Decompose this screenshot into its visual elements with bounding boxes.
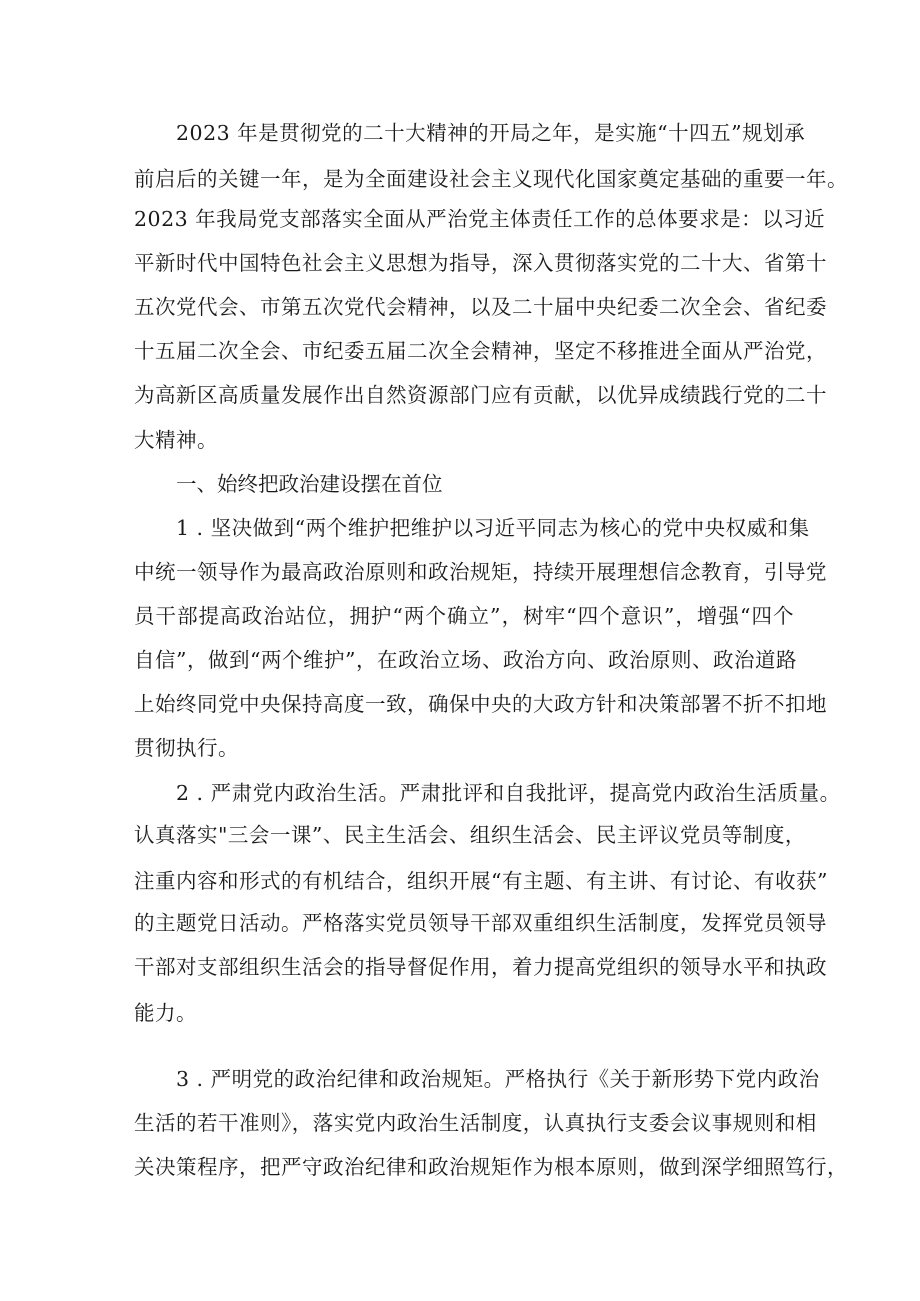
item1-line-4: 自信”，做到“两个维护”，在政治立场、政治方向、政治原则、政治道路	[134, 648, 797, 672]
item2-line-6: 能力。	[134, 1001, 197, 1025]
item1-line-5: 上始终同党中央保持高度一致，确保中央的大政方针和决策部署不折不扣地	[134, 692, 827, 716]
item2-line-5: 干部对支部组织生活会的指导督促作用，着力提高党组织的领导水平和执政	[134, 955, 827, 979]
item3-line-2: 生活的若干准则》，落实党内政治生活制度，认真执行支委会议事规则和相	[134, 1111, 817, 1135]
item1-line-3: 员干部提高政治站位，拥护“两个确立”，树牢“四个意识”，增强“四个	[134, 604, 794, 628]
intro-line-6: 十五届二次全会、市纪委五届二次全会精神，坚定不移推进全面从严治党，	[134, 339, 827, 363]
intro-line-4: 平新时代中国特色社会主义思想为指导，深入贯彻落实党的二十大、省第十	[134, 251, 827, 275]
item2-line-2: 认真落实"三会一课”、民主生活会、组织生活会、民主评议党员等制度，	[134, 823, 806, 847]
intro-line-8: 大精神。	[134, 428, 218, 452]
intro-line-5: 五次党代会、市第五次党代会精神，以及二十届中央纪委二次全会、省纪委	[134, 295, 827, 319]
section-heading: 一、始终把政治建设摆在首位	[176, 472, 443, 496]
item1-line-2: 中统一领导作为最高政治原则和政治规矩，持续开展理想信念教育，引导党	[134, 560, 827, 584]
item1-line-6: 贯彻执行。	[134, 736, 239, 760]
item2-line-1: 2 . 严肃党内政治生活。严肃批评和自我批评，提高党内政治生活质量。	[176, 781, 841, 805]
intro-line-3: 2023 年我局党支部落实全面从严治党主体责任工作的总体要求是：以习近	[134, 207, 826, 231]
intro-line-1: 2023 年是贯彻党的二十大精神的开局之年，是实施“十四五”规划承	[176, 121, 806, 145]
item2-line-4: 的主题党日活动。严格落实党员领导干部双重组织生活制度，发挥党员领导	[134, 911, 827, 935]
item2-line-3: 注重内容和形式的有机结合，组织开展“有主题、有主讲、有讨论、有收获”	[134, 869, 828, 893]
intro-line-2: 前启后的关键一年，是为全面建设社会主义现代化国家奠定基础的重要一年。	[134, 167, 848, 191]
item3-line-3: 关决策程序，把严守政治纪律和政治规矩作为根本原则，做到深学细照笃行，	[134, 1155, 848, 1179]
item1-line-1: 1 . 坚决做到“两个维护把维护以习近平同志为核心的党中央权威和集	[176, 516, 810, 540]
item3-line-1: 3 . 严明党的政治纪律和政治规矩。严格执行《关于新形势下党内政治	[176, 1067, 820, 1091]
intro-line-7: 为高新区高质量发展作出自然资源部门应有贡献，以优异成绩践行党的二十	[134, 383, 827, 407]
